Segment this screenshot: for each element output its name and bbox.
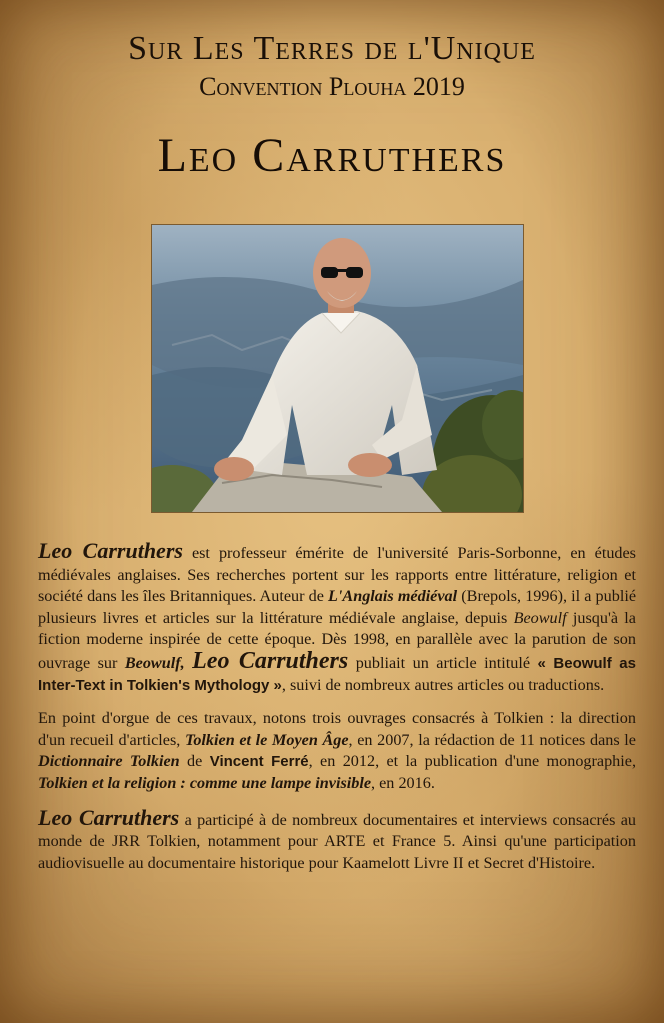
bio-text: de — [179, 752, 210, 771]
convention-title: Sur Les Terres de l'Unique — [128, 30, 536, 67]
bio-paragraph-3 — [38, 804, 636, 875]
bio-text: est professeur émérite de l'université Paris-Sorbonne, en études médiévales anglaises. Ses recherches portent sur les rapports entre littérature, religion et société dans les îles Britanniques. Auteur de — [38, 544, 636, 606]
speaker-name-inline: Leo Carruthers — [38, 538, 183, 563]
speaker-name: Leo Carruthers — [157, 129, 507, 182]
bio-text — [185, 654, 192, 672]
article-title: « Beowulf as Inter-Text in Tolkien's Mythology » — [38, 654, 636, 694]
biography — [38, 540, 636, 886]
book-title: Beowulf, — [124, 653, 185, 672]
bio-text: publiait un article intitulé — [348, 653, 538, 672]
header — [0, 30, 664, 102]
speaker-photo — [151, 224, 524, 513]
book-title: Tolkien et le Moyen Âge — [184, 730, 349, 749]
speaker-name-inline: Leo Carruthers — [38, 804, 180, 830]
speaker-name-inline: Leo Carruthers — [192, 647, 349, 674]
bio-text: jusqu'à la fiction moderne inspirée de cette époque. Dès 1998, en parallèle avec la parution de son ouvrage sur — [38, 608, 636, 672]
bio-text: , en 2016. — [371, 773, 435, 792]
bio-text: (Brepols, 1996), il a publié plusieurs livres et articles sur la littérature médiévale anglaise, depuis — [38, 587, 637, 627]
bio-text: En point d'orgue de ces travaux, notons trois ouvrages consacrés à Tolkien : la direction d'un recueil d'articles, — [38, 709, 636, 749]
person-name: Vincent Ferré — [209, 753, 309, 771]
convention-subtitle: Convention Plouha 2019 — [199, 72, 465, 101]
bio-text: , en 2012, et la publication d'une monographie, — [308, 752, 637, 771]
book-title: Tolkien et la religion : comme une lampe invisible — [38, 773, 372, 792]
book-title: Dictionnaire Tolkien — [38, 752, 180, 771]
bio-paragraph-1 — [38, 540, 636, 696]
speaker-photo-illustration — [152, 225, 523, 512]
bio-text: , en 2007, la rédaction de 11 notices dans le — [348, 730, 636, 749]
bio-text: , suivi de nombreux autres articles ou traductions. — [281, 675, 605, 694]
bio-text: a participé à de nombreux documentaires et interviews consacrés au monde de JRR Tolkien, notamment pour ARTE et France 5. Ainsi qu'une participation audiovisuelle au documentaire historique pour Kaamelott Livre II et Secret d'Histoire. — [38, 810, 636, 872]
book-title: L'Anglais médiéval — [328, 587, 458, 606]
book-title: Beowulf — [513, 608, 567, 627]
bio-paragraph-2 — [38, 708, 636, 794]
